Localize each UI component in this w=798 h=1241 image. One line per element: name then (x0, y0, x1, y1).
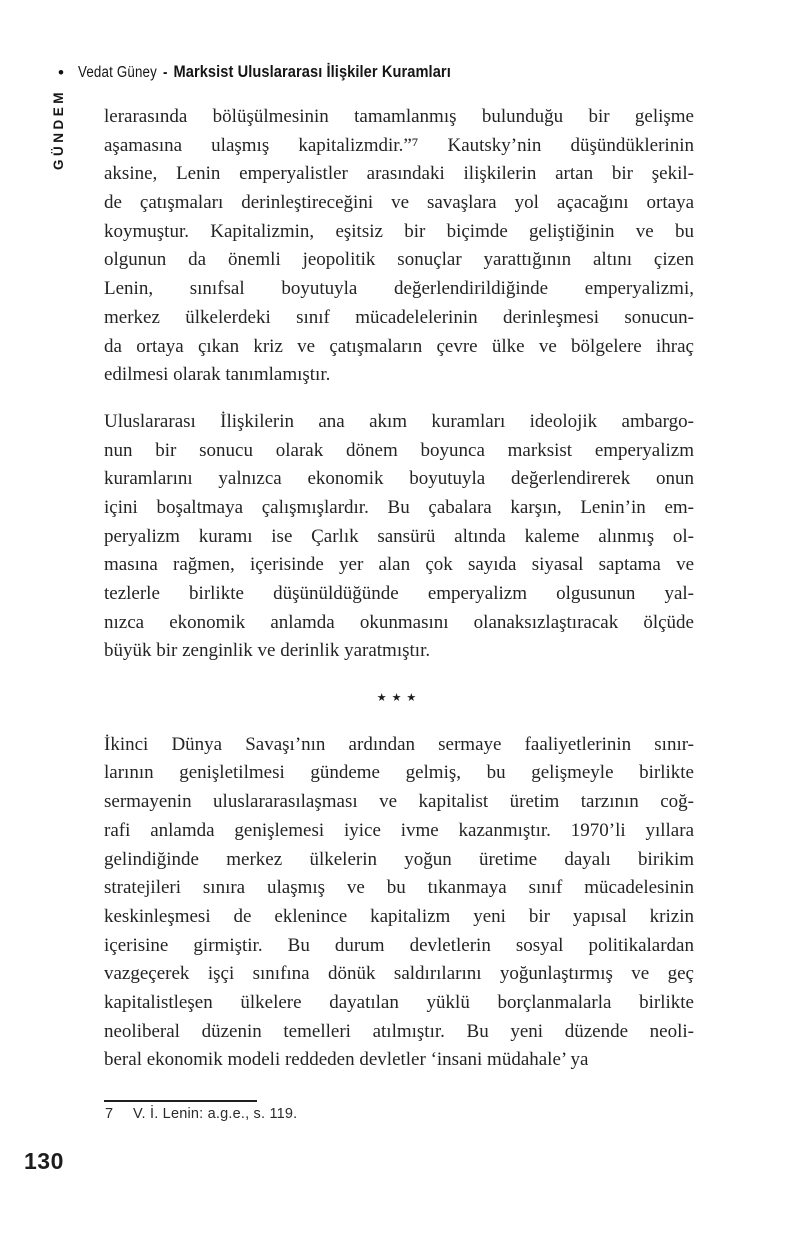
paragraph (104, 731, 694, 1075)
body-text (104, 103, 694, 1093)
series-label-vertical: GÜNDEM (51, 89, 66, 170)
text-line: İkinci Dünya Savaşı’nın ardından sermaye faaliyetlerinin sınır- (104, 733, 694, 755)
paragraph (104, 408, 694, 666)
text-line: koymuştur. Kapitalizmin, eşitsiz bir biçimde geliştiğinin ve bu (104, 220, 694, 242)
author-name: Vedat Güney (77, 64, 157, 81)
text-line: stratejileri sınıra ulaşmış ve bu tıkanmaya sınıf mücadelesinin (104, 877, 694, 899)
text-line: kapitalistleşen ülkelere dayatılan yüklü borçlanmalarla birlikte (104, 991, 694, 1013)
text-line: masına rağmen, içerisinde yer alan çok sayıda siyasal saptama ve (104, 554, 694, 576)
header-bullet-icon: • (58, 62, 64, 82)
text-line: beral ekonomik modeli reddeden devletler ‘insani müdahale’ ya (104, 1049, 589, 1071)
text-line: keskinleşmesi de eklenince kapitalizm yeni bir yapısal krizin (104, 905, 694, 927)
footnote-text: V. İ. Lenin: a.g.e., s. 119. (133, 1106, 298, 1122)
text-line: içini boşaltmaya çalışmışlardır. Bu çabalara karşın, Lenin’in em- (104, 496, 694, 518)
text-line: aşamasına ulaşmış kapitalizmdir.”⁷ Kautsky’nin düşündüklerinin (104, 134, 694, 156)
text-line: nızca ekonomik anlamda okunmasını olanaksızlaştıracak ölçüde (104, 611, 694, 633)
text-line: içerisine girmiştir. Bu durum devletlerin sosyal politikalardan (104, 934, 694, 956)
footnote (105, 1106, 297, 1122)
footnote-marker: 7 (105, 1106, 114, 1122)
text-line: büyük bir zenginlik ve derinlik yaratmıştır. (104, 640, 431, 662)
text-line: lerarasında bölüşülmesinin tamamlanmış bulunduğu bir gelişme (104, 106, 694, 127)
text-line: olgunun da önemli jeopolitik sonuçlar yarattığının altını çizen (104, 249, 694, 271)
text-line: de çatışmaları derinleştireceğini ve savaşlara yol açacağını ortaya (104, 192, 694, 214)
text-line: rafi anlamda genişlemesi iyice ivme kazanmıştır. 1970’li yıllara (104, 819, 694, 841)
text-line: vazgeçerek işçi sınıfına dönük saldırılarını yoğunlaştırmış ve geç (104, 963, 694, 985)
text-line: aksine, Lenin emperyalistler arasındaki ilişkilerin artan bir şekil- (104, 163, 694, 185)
text-line: da ortaya çıkan kriz ve çatışmaların çevre ülke ve bölgelere ihraç (104, 335, 694, 357)
text-line: tezlerle birlikte düşünüldüğünde emperyalizm olgusunun yal- (104, 583, 694, 604)
text-line: edilmesi olarak tanımlamıştır. (104, 364, 331, 386)
header-separator-dash: - (162, 64, 168, 81)
running-header-text (78, 62, 451, 82)
text-line: peryalizm kuramı ise Çarlık sansürü altında kaleme alınmış ol- (104, 525, 694, 547)
paragraph (104, 103, 694, 390)
text-line: Uluslararası İlişkilerin ana akım kuramları ideolojik ambargo- (104, 410, 694, 432)
text-line: gelindiğinde merkez ülkelerin yoğun üretime dayalı birikim (104, 848, 694, 870)
text-line: nun bir sonucu olarak dönem boyunca marksist emperyalizm (104, 439, 694, 461)
text-line: neoliberal düzenin temelleri atılmıştır. Bu yeni düzende neoli- (104, 1020, 694, 1042)
text-line: Lenin, sınıfsal boyutuyla değerlendirildiğinde emperyalizmi, (104, 278, 694, 300)
running-header (58, 62, 512, 82)
book-title: Marksist Uluslararası İlişkiler Kuramları (173, 62, 451, 81)
section-separator-stars: ★★★ (376, 692, 422, 705)
footnote-rule (104, 1100, 257, 1102)
text-line: merkez ülkelerdeki sınıf mücadelelerinin derinleşmesi sonucun- (104, 306, 694, 328)
text-line: larının genişletilmesi gündeme gelmiş, bu gelişmeyle birlikte (104, 762, 694, 784)
text-line: sermayenin uluslararasılaşması ve kapitalist üretim tarzının coğ- (104, 791, 694, 813)
text-line: kuramlarını yalnızca ekonomik boyutuyla değerlendirerek onun (104, 468, 694, 490)
page-number: 130 (24, 1148, 64, 1174)
